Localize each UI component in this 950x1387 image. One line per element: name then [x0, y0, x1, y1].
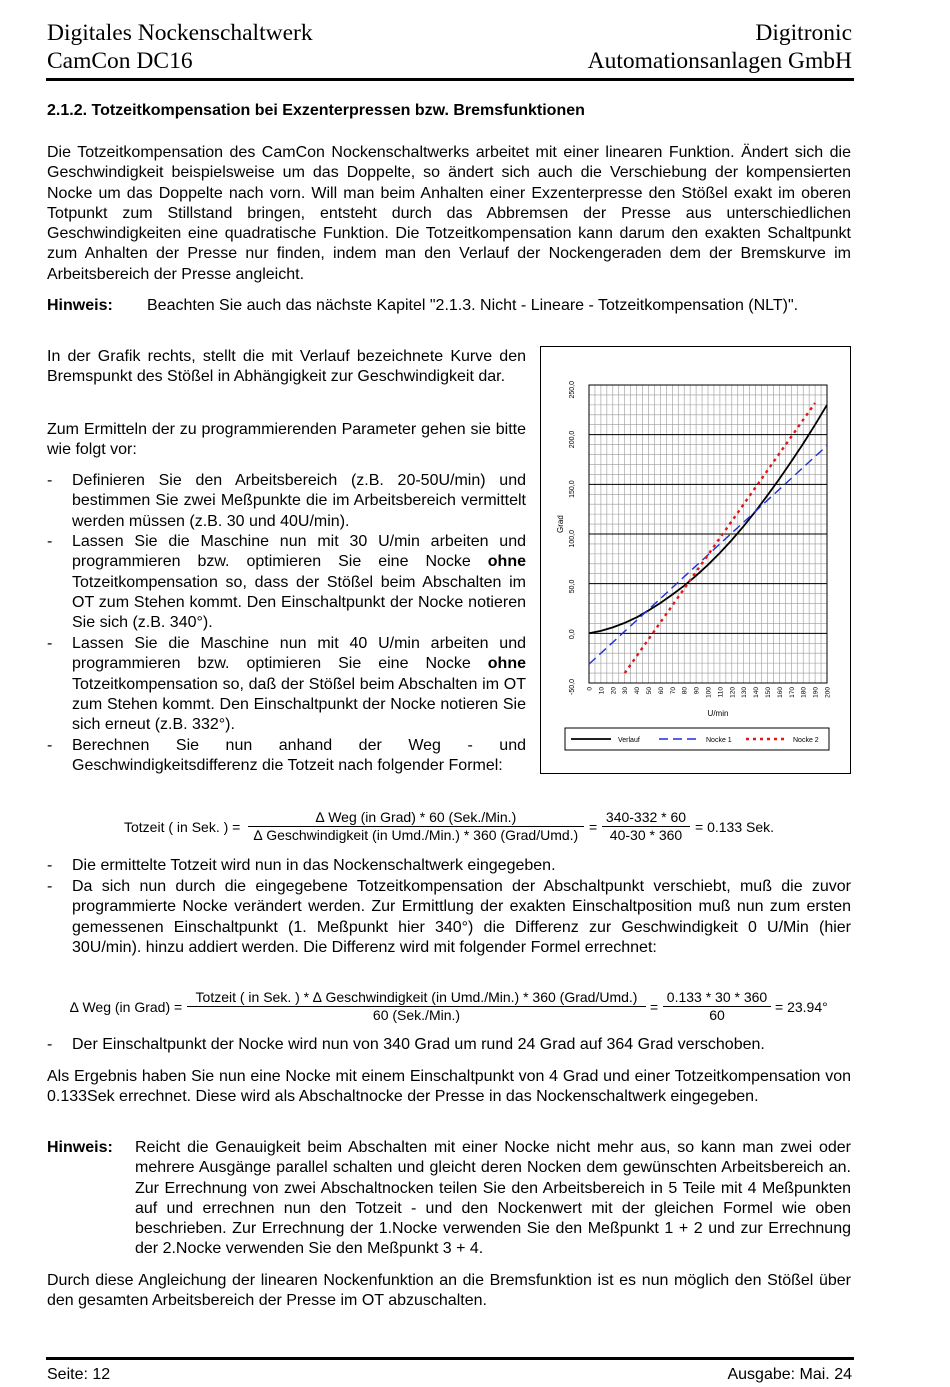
step-5: Die ermittelte Totzeit wird nun in das Nockenschaltwerk eingegeben.: [72, 857, 556, 874]
footer-page: Seite: 12: [47, 1366, 111, 1383]
formula2-denominator-2: 60: [709, 1007, 725, 1023]
x-tick-label: 160: [776, 687, 784, 698]
bullet: -: [47, 878, 53, 895]
x-tick-label: 200: [824, 687, 832, 698]
x-tick-label: 170: [788, 687, 796, 698]
formula1-equals: =: [589, 819, 598, 835]
footer-rule: [46, 1357, 854, 1360]
chart: [541, 347, 850, 773]
bullet: -: [47, 1036, 53, 1053]
hint2-text: Reicht die Genauigkeit beim Abschalten mit einer Nocke nicht mehr aus, so kann man zwei oder mehrere Ausgänge parallel schalten und gleicht deren Nocken dem gewünschten Arbeitsbereich an. Zur Errechnung von zwei Abschaltnocken teilen Sie den Arbeitsbereich in 5 Teile mit 4 Meßpunkten auf und errechnen nun den Totzeit - und den Nockenwert mit der gleichen Formel wie oben beschrieben. Zur Errechnung der 1.Nocke verwenden Sie den Meßpunkt 1 + 2 und zur Errechnung der 2.Nocke verwenden Sie den Meßpunkt 3 + 4.: [135, 1139, 851, 1258]
x-tick-label: 140: [753, 687, 761, 698]
final-paragraph: Durch diese Angleichung der linearen Nockenfunktion an die Bremsfunktion ist es nun möglich den Stößel über den gesamten Arbeitsbereich der Presse im OT abzuschalten.: [47, 1272, 851, 1310]
step-3-bold: ohne: [487, 655, 526, 673]
bullet: -: [47, 857, 53, 874]
header-title-right-1: Digitronic: [755, 20, 852, 46]
header-title-left-2: CamCon DC16: [47, 48, 193, 74]
result-paragraph: Als Ergebnis haben Sie nun eine Nocke mit einem Einschaltpunkt von 4 Grad und einer Totzeitkompensation von 0.133Sek errechnet. Diese wird als Abschaltnocke der Presse in das Nockenschaltwerk eingegeben.: [47, 1068, 851, 1106]
x-tick-label: 10: [598, 687, 606, 695]
y-tick-label: 0,0: [569, 629, 576, 640]
bullet: -: [47, 635, 53, 652]
step-3-text-b: Totzeitkompensation so, daß der Stößel beim Abschalten im OT zum Stehen kommt. Den Einschaltpunkt der Nocke notieren Sie sich erneut (z.B. 332°).: [72, 675, 526, 734]
x-axis-label: U/min: [707, 709, 729, 718]
x-tick-label: 60: [657, 687, 665, 695]
y-tick-label: 100,0: [569, 530, 576, 548]
section-title: 2.1.2. Totzeitkompensation bei Exzenterpressen bzw. Bremsfunktionen: [47, 102, 585, 119]
formula1-denominator-2: 40-30 * 360: [609, 827, 683, 843]
paragraph-determine: Zum Ermitteln der zu programmierenden Parameter gehen sie bitte wie folgt vor:: [47, 421, 526, 459]
step-4: Berechnen Sie nun anhand der Weg - und Geschwindigkeitsdifferenz die Totzeit nach folgender Formel:: [72, 737, 526, 775]
step-2-text-b: Totzeitkompensation so, dass der Stößel beim Abschalten im OT zum Stehen kommt. Den Einschaltpunkt der Nocke notieren Sie sich (z.B. 340°).: [72, 573, 526, 632]
x-tick-label: 40: [634, 687, 642, 695]
y-axis-label: Grad: [556, 515, 565, 533]
x-tick-label: 30: [622, 687, 630, 695]
x-tick-label: 110: [717, 687, 725, 698]
x-tick-label: 20: [610, 687, 618, 695]
hint1-text: Beachten Sie auch das nächste Kapitel "2.1.3. Nicht - Lineare - Totzeitkompensation (NLT)".: [147, 297, 799, 314]
x-tick-label: 190: [812, 687, 820, 698]
formula1-numerator-2: 340-332 * 60: [605, 809, 687, 825]
chart-frame: [540, 346, 851, 774]
formula2-lhs: ∆ Weg (in Grad) =: [70, 999, 183, 1015]
step-2-bold: ohne: [487, 553, 526, 571]
header-title-right-2: Automationsanlagen GmbH: [587, 48, 852, 74]
footer-edition: Ausgabe: Mai. 24: [727, 1366, 852, 1383]
formula1-lhs: Totzeit ( in Sek. ) =: [124, 819, 241, 835]
header-title-left-1: Digitales Nockenschaltwerk: [47, 20, 313, 46]
formula1-numerator: ∆ Weg (in Grad) * 60 (Sek./Min.): [315, 809, 517, 825]
step-3-text-a: Lassen Sie die Maschine nun mit 40 U/min arbeiten und programmieren bzw. optimieren Sie eine Nocke: [72, 635, 526, 673]
formula2-denominator: 60 (Sek./Min.): [372, 1007, 461, 1023]
y-tick-label: 50,0: [569, 579, 576, 594]
x-tick-label: 90: [693, 687, 701, 695]
y-tick-label: 150,0: [569, 480, 576, 498]
formula2-numerator: Totzeit ( in Sek. ) * ∆ Geschwindigkeit (in Umd./Min.) * 360 (Grad/Umd.): [195, 989, 638, 1005]
x-tick-label: 150: [765, 687, 772, 698]
y-tick-label: -50,0: [569, 679, 576, 695]
formula1-denominator: ∆ Geschwindigkeit (in Umd./Min.) * 360 (Grad/Umd.): [253, 827, 579, 843]
legend-label: Nocke 1: [706, 737, 732, 744]
x-tick-label: 0: [586, 687, 594, 691]
y-tick-label: 200,0: [569, 430, 576, 449]
formula2-result: = 23.94°: [775, 999, 828, 1015]
formula2-numerator-2: 0.133 * 30 * 360: [666, 989, 768, 1005]
legend-label: Nocke 2: [793, 737, 819, 744]
y-tick-label: 250,0: [569, 381, 576, 399]
x-tick-label: 130: [741, 687, 749, 698]
x-tick-label: 120: [729, 687, 737, 698]
x-tick-label: 70: [669, 687, 677, 695]
header-rule: [46, 78, 854, 81]
bullet: -: [47, 533, 53, 550]
legend-label: Verlauf: [618, 737, 640, 744]
intro-paragraph: Die Totzeitkompensation des CamCon Nockenschaltwerks arbeitet mit einer linearen Funktion. Ändert sich die Geschwindigkeit beispielsweise um das Doppelte, so ändert sich auch die Verschiebung der kompensierten Nocke um das Doppelte nach vorn. Will man beim Anhalten einer Exzenterpresse den Stößel exakt im oberen Totpunkt zum Stillstand bringen, entsteht durch das Abbremsen der Presse aus unterschiedlichen Geschwindigkeiten eine quadratische Funktion. Die Totzeitkompensation kann darum den exakten Schaltpunkt zum Anhalten der Presse nur finden, indem man den Verlauf der Nockengeraden dem der Bremskurve im Arbeitsbereich der Presse angleicht.: [47, 144, 851, 283]
x-tick-label: 80: [681, 687, 689, 695]
paragraph-graphic: In der Grafik rechts, stellt die mit Verlauf bezeichnete Kurve den Bremspunkt des Stößel in Abhängigkeit zur Geschwindigkeit dar.: [47, 348, 526, 386]
step-2: [72, 532, 526, 633]
x-tick-label: 50: [646, 687, 653, 695]
step-7: Der Einschaltpunkt der Nocke wird nun von 340 Grad um rund 24 Grad auf 364 Grad verschoben.: [72, 1036, 765, 1053]
x-tick-label: 100: [705, 687, 713, 698]
x-tick-label: 180: [800, 687, 808, 698]
step-3: [72, 634, 526, 735]
formula2-equals: =: [650, 999, 659, 1015]
bullet: -: [47, 472, 53, 489]
bullet: -: [47, 737, 53, 754]
hint2-label: Hinweis:: [47, 1139, 113, 1156]
formula1-result: = 0.133 Sek.: [695, 819, 775, 835]
step-6: Da sich nun durch die eingegebene Totzeitkompensation der Abschaltpunkt verschiebt, muß die zuvor programmierte Nocke verändert werden. Zur Ermittlung der exakten Einschaltposition muß nun zum ersten gemessenen Einschaltpunkt (1. Meßpunkt hier 340°) die Differenz zur Geschwindigkeit 0 U/Min (hier 30U/min). hinzu addiert werden. Die Differenz wird mit folgender Formel errechnet:: [72, 878, 851, 956]
step-2-text-a: Lassen Sie die Maschine nun mit 30 U/min arbeiten und programmieren bzw. optimieren Sie eine Nocke: [72, 533, 526, 571]
hint1-label: Hinweis:: [47, 297, 113, 314]
step-1: Definieren Sie den Arbeitsbereich (z.B. 20-50U/min) und bestimmen Sie zwei Meßpunkte die im Arbeitsbereich vermittelt werden müssen (z.B. 30 und 40U/min).: [72, 472, 526, 530]
